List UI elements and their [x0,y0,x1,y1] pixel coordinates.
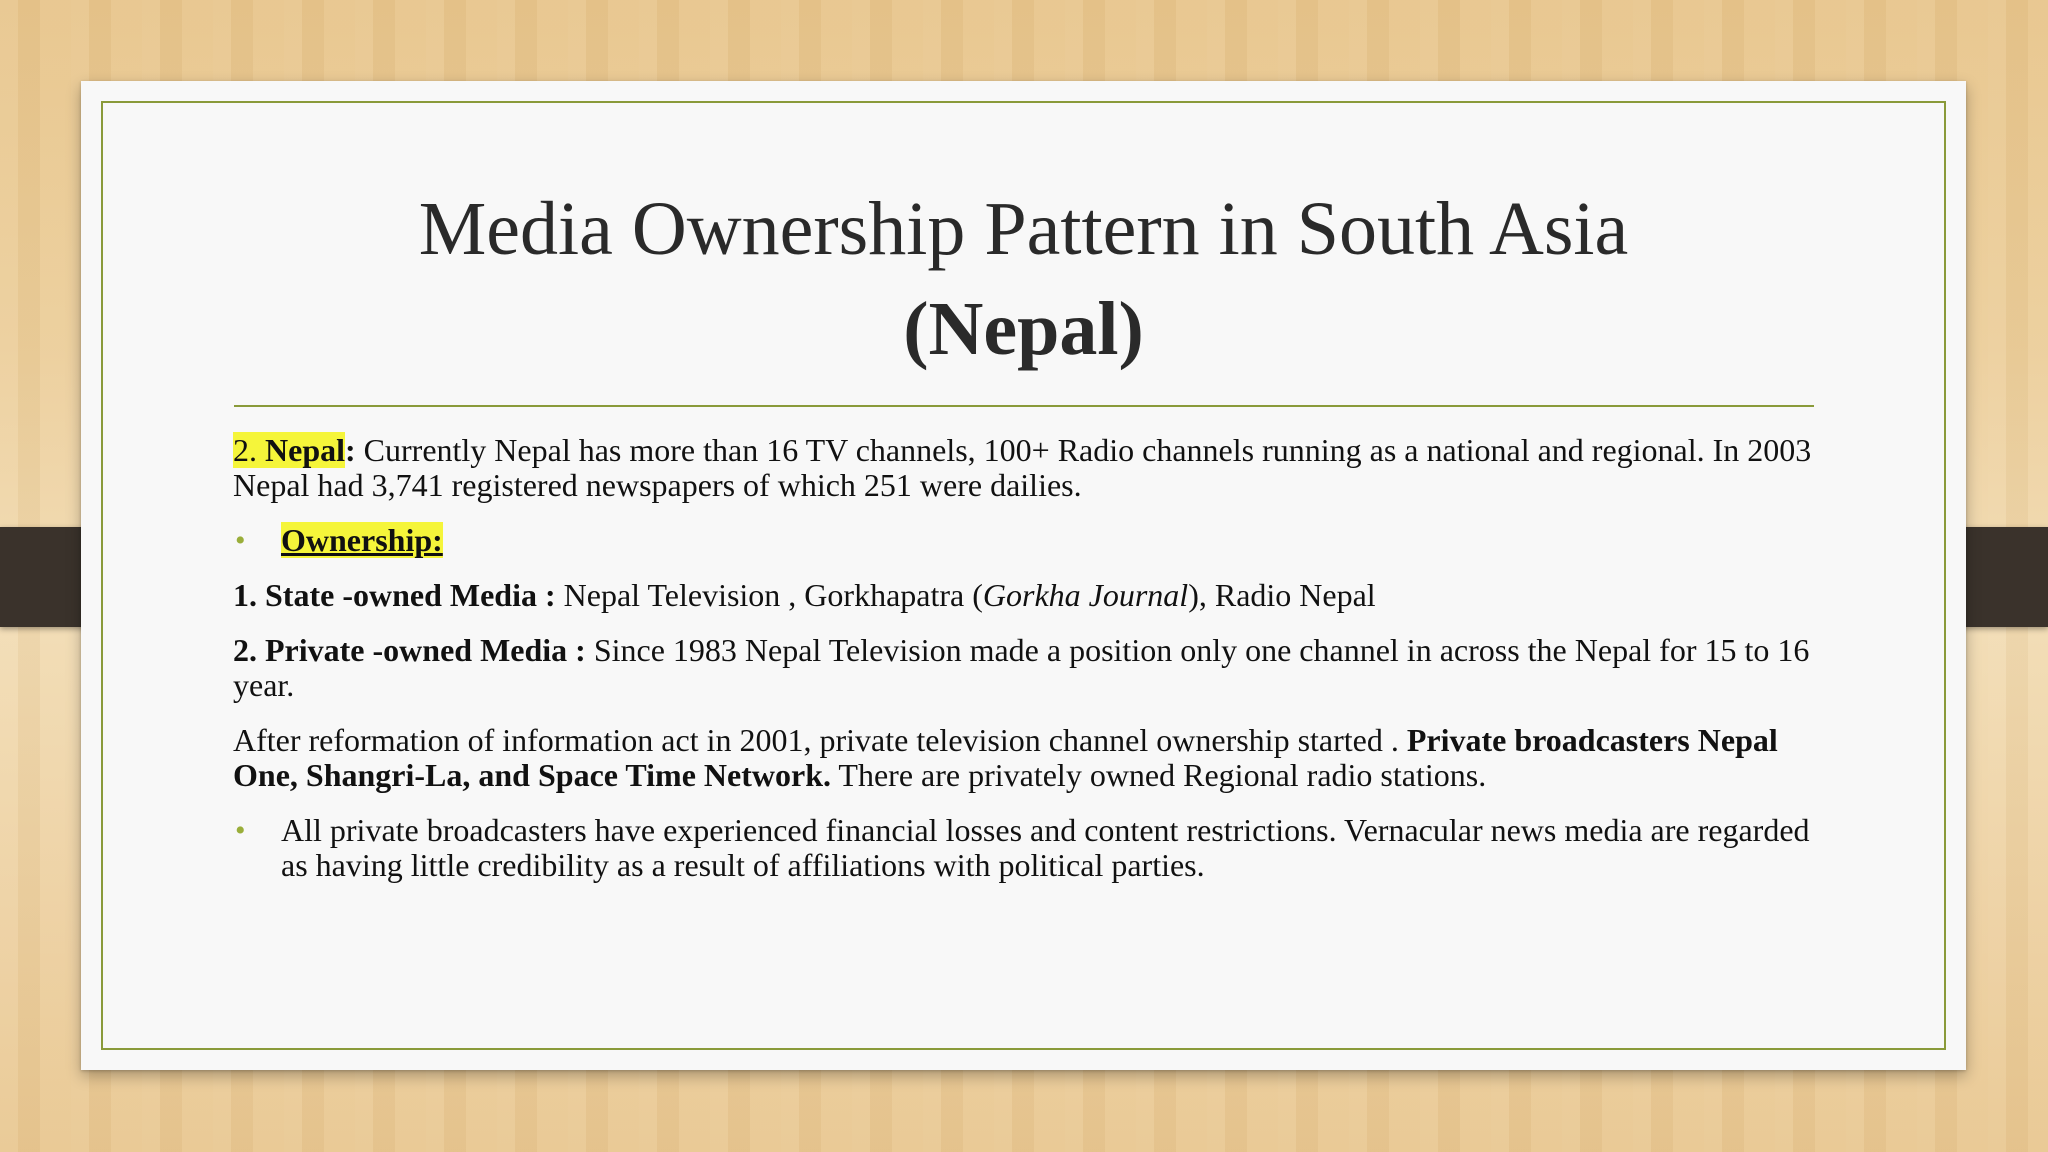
intro-paragraph [233,433,1823,503]
reformation-bold: Private broadcasters Nepal One, Shangri-La, and Space Time Network. [233,722,1778,793]
bullet-icon: • [235,524,246,557]
private-owned-paragraph [233,633,1823,703]
intro-country: Nepal [265,432,345,468]
private-owned-label: 2. Private -owned Media : [233,632,586,668]
title-line-1: Media Ownership Pattern in South Asia [418,187,1629,271]
state-owned-text-after: ), Radio Nepal [1188,577,1376,613]
reformation-text-after: There are privately owned Regional radio stations. [830,757,1487,793]
slide-body [233,433,1823,883]
intro-text: Currently Nepal has more than 16 TV channels, 100+ Radio channels running as a national and regional. In 2003 Nepal had 3,741 registered newspapers of which 251 were dailies. [233,432,1812,503]
state-owned-text-before: Nepal Television , Gorkhapatra ( [555,577,983,613]
title-line-2: (Nepal) [903,287,1144,371]
final-bullet [233,813,1823,883]
ownership-heading: Ownership: [281,522,443,558]
final-bullet-text: All private broadcasters have experienced financial losses and content restrictions. Vernacular news media are regarded as having little credibility as a result of affiliations with political parties. [281,812,1810,883]
intro-colon: : [345,432,356,468]
bullet-icon: • [235,814,246,847]
ownership-bullet [233,523,1823,558]
slide-title [81,179,1966,379]
slide-card [81,81,1966,1070]
private-owned-text: Since 1983 Nepal Television made a position only one channel in across the Nepal for 15 to 16 year. [233,632,1810,703]
state-owned-paragraph [233,578,1823,613]
state-owned-label: 1. State -owned Media : [233,577,556,613]
intro-number: 2. [233,432,257,468]
reformation-paragraph [233,723,1823,793]
title-divider [234,405,1814,407]
state-owned-italic: Gorkha Journal [982,577,1189,613]
reformation-text-before: After reformation of information act in 2001, private television channel ownership started . [233,722,1407,758]
